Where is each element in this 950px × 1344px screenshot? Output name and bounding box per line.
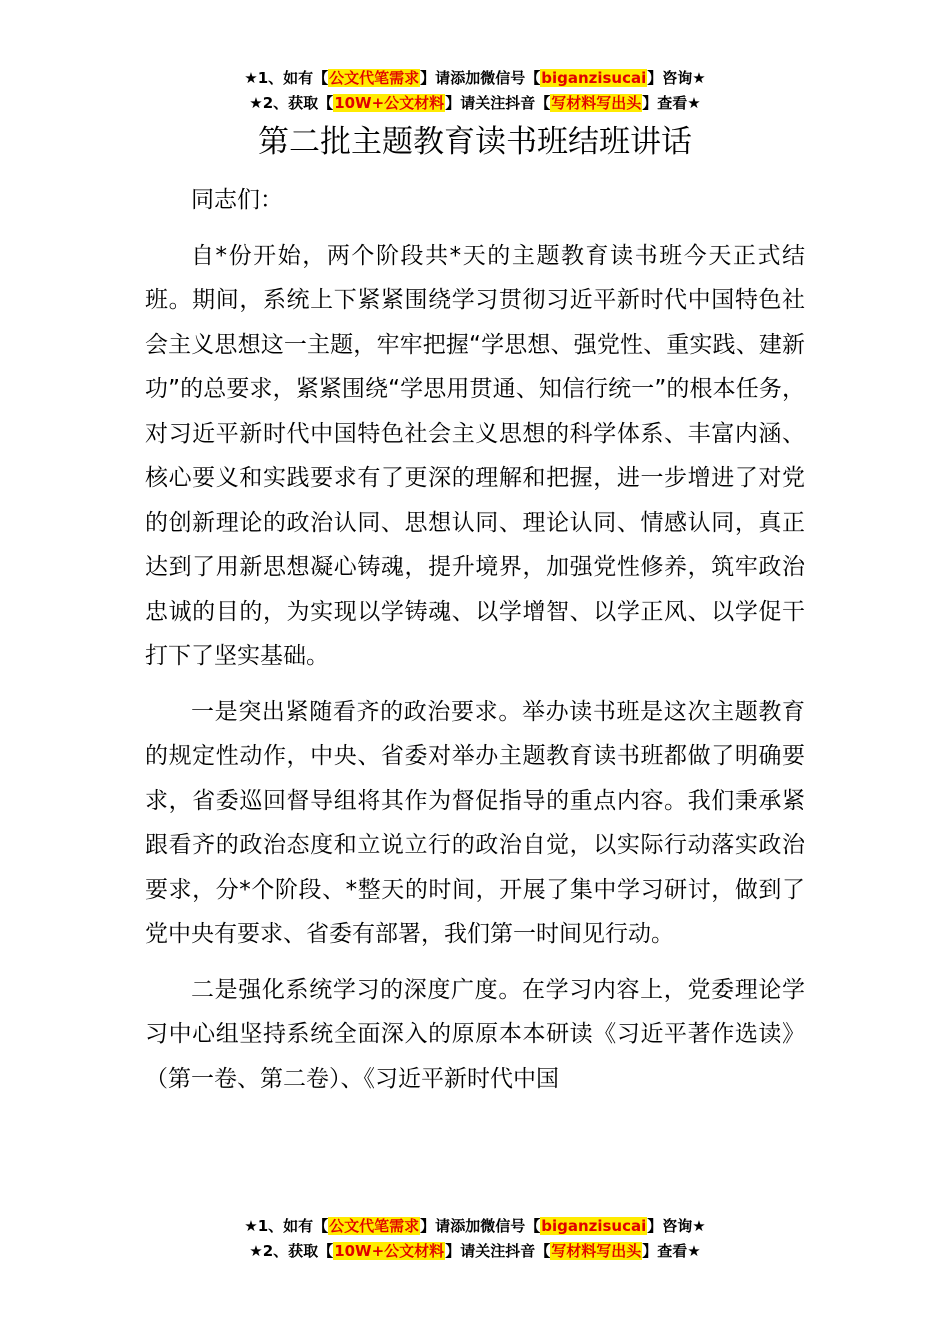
salutation: 同志们： — [191, 187, 283, 213]
promo-text: 】查看★ — [642, 1242, 701, 1260]
promo-wechat-id: biganzisucai — [541, 1217, 647, 1235]
promo-text: 微信号【 — [480, 69, 541, 87]
document-title: 第二批主题教育读书班结班讲话 — [258, 124, 692, 160]
promo-text: 】请 — [420, 1217, 451, 1235]
document-body — [145, 178, 805, 1112]
paragraph-intro: 自*份开始，两个阶段共*天的主题教育读书班今天正式结班。期间，系统上下紧紧围绕学习贯彻习近平新时代中国特色社会主义思想这一主题，牢牢把握“学思想、强党性、重实践、建新功”的总要求，紧紧围绕“学思用贯通、知信行统一”的根本任务，对习近平新时代中国特色社会主义思想的科学体系、丰富内涵、核心要义和实践要求有了更深的理解和把握，进一步增进了对党的创新理论的政治认同、思想认同、理论认同、情感认同，真正达到了用新思想凝心铸魂，提升境界，加强党性修养，筑牢政治忠诚的目的，为实现以学铸魂、以学增智、以学正风、以学促干打下了坚实基础。 — [145, 242, 805, 669]
promo-text: ★1、如有【 — [244, 69, 329, 87]
promo-wechat-id: biganzisucai — [541, 69, 647, 87]
paragraph-point-1: 一是突出紧随看齐的政治要求。举办读书班是这次主题教育的规定性动作，中央、省委对举办主题教育读书班都做了明确要求，省委巡回督导组将其作为督促指导的重点内容。我们秉承紧跟看齐的政治态度和立说立行的政治自觉，以实际行动落实政治要求，分*个阶段、*整天的时间，开展了集中学习研讨，做到了党中央有要求、省委有部署，我们第一时间见行动。 — [145, 698, 805, 947]
promo-highlight: 公文代笔需求 — [329, 1217, 420, 1235]
promo-highlight: 10W+公文材料 — [334, 94, 445, 112]
promo-emphasis: 添加 — [450, 1217, 481, 1235]
promo-emphasis: 添加 — [450, 69, 481, 87]
promo-text: ★2、获取【 — [249, 94, 334, 112]
promo-line-1 — [0, 66, 950, 91]
promo-text: 】查看★ — [642, 94, 701, 112]
promo-text: 抖音【 — [505, 1242, 551, 1260]
promo-line-1 — [0, 1214, 950, 1239]
promo-text: 】咨询★ — [647, 1217, 706, 1235]
promo-text: 】请 — [420, 69, 451, 87]
promo-highlight: 公文代笔需求 — [329, 69, 420, 87]
promo-text: 】请 — [445, 94, 476, 112]
paragraph-point-2: 二是强化系统学习的深度广度。在学习内容上，党委理论学习中心组坚持系统全面深入的原原本本研读《习近平著作选读》（第一卷、第二卷）、《习近平新时代中国 — [145, 976, 805, 1092]
promo-highlight: 10W+公文材料 — [334, 1242, 445, 1260]
promo-text: 】咨询★ — [647, 69, 706, 87]
promo-banner-bottom — [0, 1214, 950, 1264]
promo-douyin-id: 写材料写出头 — [551, 1242, 642, 1260]
promo-text: ★1、如有【 — [244, 1217, 329, 1235]
promo-text: 】请 — [445, 1242, 476, 1260]
promo-emphasis: 关注 — [475, 1242, 506, 1260]
promo-banner-top — [0, 66, 950, 116]
promo-line-2 — [0, 1239, 950, 1264]
promo-text: 抖音【 — [505, 94, 551, 112]
promo-emphasis: 关注 — [475, 94, 506, 112]
promo-line-2 — [0, 91, 950, 116]
promo-douyin-id: 写材料写出头 — [551, 94, 642, 112]
promo-text: ★2、获取【 — [249, 1242, 334, 1260]
promo-text: 微信号【 — [480, 1217, 541, 1235]
